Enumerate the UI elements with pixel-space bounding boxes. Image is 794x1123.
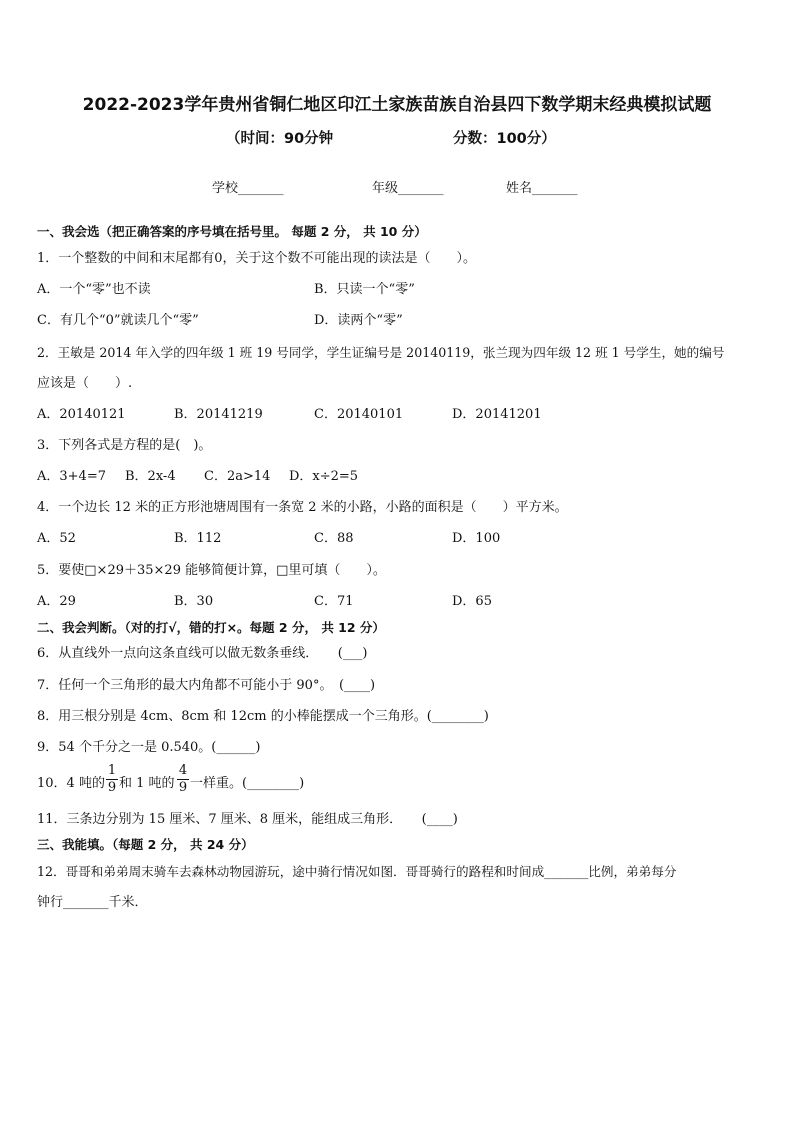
q1-option-c: C．有几个“0”就读几个“零”: [37, 313, 199, 328]
q12-line2: 钟行_______千米．: [37, 895, 148, 910]
q5-option-a: A．29: [37, 594, 76, 609]
q2-option-c: C．20140101: [314, 407, 404, 422]
q2-option-b: B．20141219: [174, 407, 263, 422]
q1-option-d: D．读两个“零”: [314, 313, 403, 328]
q2-option-a: A．20140121: [37, 407, 126, 422]
q3-option-b: B．2x-4: [125, 469, 176, 484]
section2-heading: 二、我会判断。（对的打√，错的打×。每题 2 分， 共 12 分）: [37, 620, 385, 635]
q4-option-c: C．88: [314, 531, 354, 546]
school-field: 学校_______: [212, 181, 284, 196]
q7: 7．任何一个三角形的最大内角都不可能小于 90°。 (____): [37, 678, 376, 693]
q3-stem: 3．下列各式是方程的是( )。: [37, 438, 212, 453]
q1-option-a: A．一个“零”也不读: [37, 282, 151, 297]
q3-option-d: D．x÷2=5: [289, 469, 359, 484]
grade-field: 年级_______: [372, 181, 444, 196]
exam-title: 2022-2023学年贵州省铜仁地区印江土家族苗族自治县四下数学期末经典模拟试题: [82, 95, 712, 115]
q2-stem-line1: 2．王敏是 2014 年入学的四年级 1 班 19 号同学，学生证编号是 20140119，张兰现为四年级 12 班 1 号学生，她的编号: [37, 345, 725, 360]
q4-stem: 4．一个边长 12 米的正方形池塘周围有一条宽 2 米的小路，小路的面积是（ ）平方米。: [37, 500, 568, 515]
q10-suffix: 一样重。(________): [190, 776, 305, 791]
q6: 6．从直线外一点向这条直线可以做无数条垂线． (___): [37, 646, 368, 661]
q3-option-c: C．2a>14: [204, 469, 271, 484]
q10-mid: 和 1 吨的: [119, 776, 175, 791]
q2-stem-line2: 应该是（ ）.: [37, 376, 133, 391]
q5-option-d: D．65: [452, 594, 492, 609]
q9: 9．54 个千分之一是 0.540。(______): [37, 740, 261, 755]
section3-heading: 三、我能填。（每题 2 分， 共 24 分）: [37, 837, 254, 852]
name-field: 姓名_______: [506, 181, 578, 196]
q2-option-d: D．20141201: [452, 407, 542, 422]
q10-fraction-2: 4 9: [178, 763, 188, 795]
q5-stem: 5．要使□×29＋35×29 能够简便计算，□里可填（ ）。: [37, 563, 386, 578]
q12-line1: 12．哥哥和弟弟周末骑车去森林动物园游玩，途中骑行情况如图．哥哥骑行的路程和时间成_______比例，弟弟每分: [37, 864, 677, 879]
q4-option-a: A．52: [37, 531, 76, 546]
q10-fraction-1: 1 9: [107, 763, 117, 795]
q4-option-d: D．100: [452, 531, 501, 546]
q3-option-a: A．3+4=7: [37, 469, 106, 484]
q5-option-b: B．30: [174, 594, 214, 609]
q8: 8．用三根分别是 4cm、8cm 和 12cm 的小棒能摆成一个三角形。(________): [37, 709, 489, 724]
q5-option-c: C．71: [314, 594, 354, 609]
section1-heading: 一、我会选（把正确答案的序号填在括号里。 每题 2 分， 共 10 分）: [37, 224, 427, 239]
q10-prefix: 10．4 吨的: [37, 776, 105, 791]
exam-time: （时间：90分钟: [226, 131, 334, 147]
q1-option-b: B．只读一个“零”: [314, 282, 415, 297]
q1-stem: 1．一个整数的中间和末尾都有0，关于这个数不可能出现的读法是（ ）。: [37, 251, 477, 266]
q11: 11．三条边分别为 15 厘米、7 厘米、8 厘米，能组成三角形． (____): [37, 812, 458, 827]
q4-option-b: B．112: [174, 531, 222, 546]
exam-score: 分数：100分）: [453, 131, 556, 147]
